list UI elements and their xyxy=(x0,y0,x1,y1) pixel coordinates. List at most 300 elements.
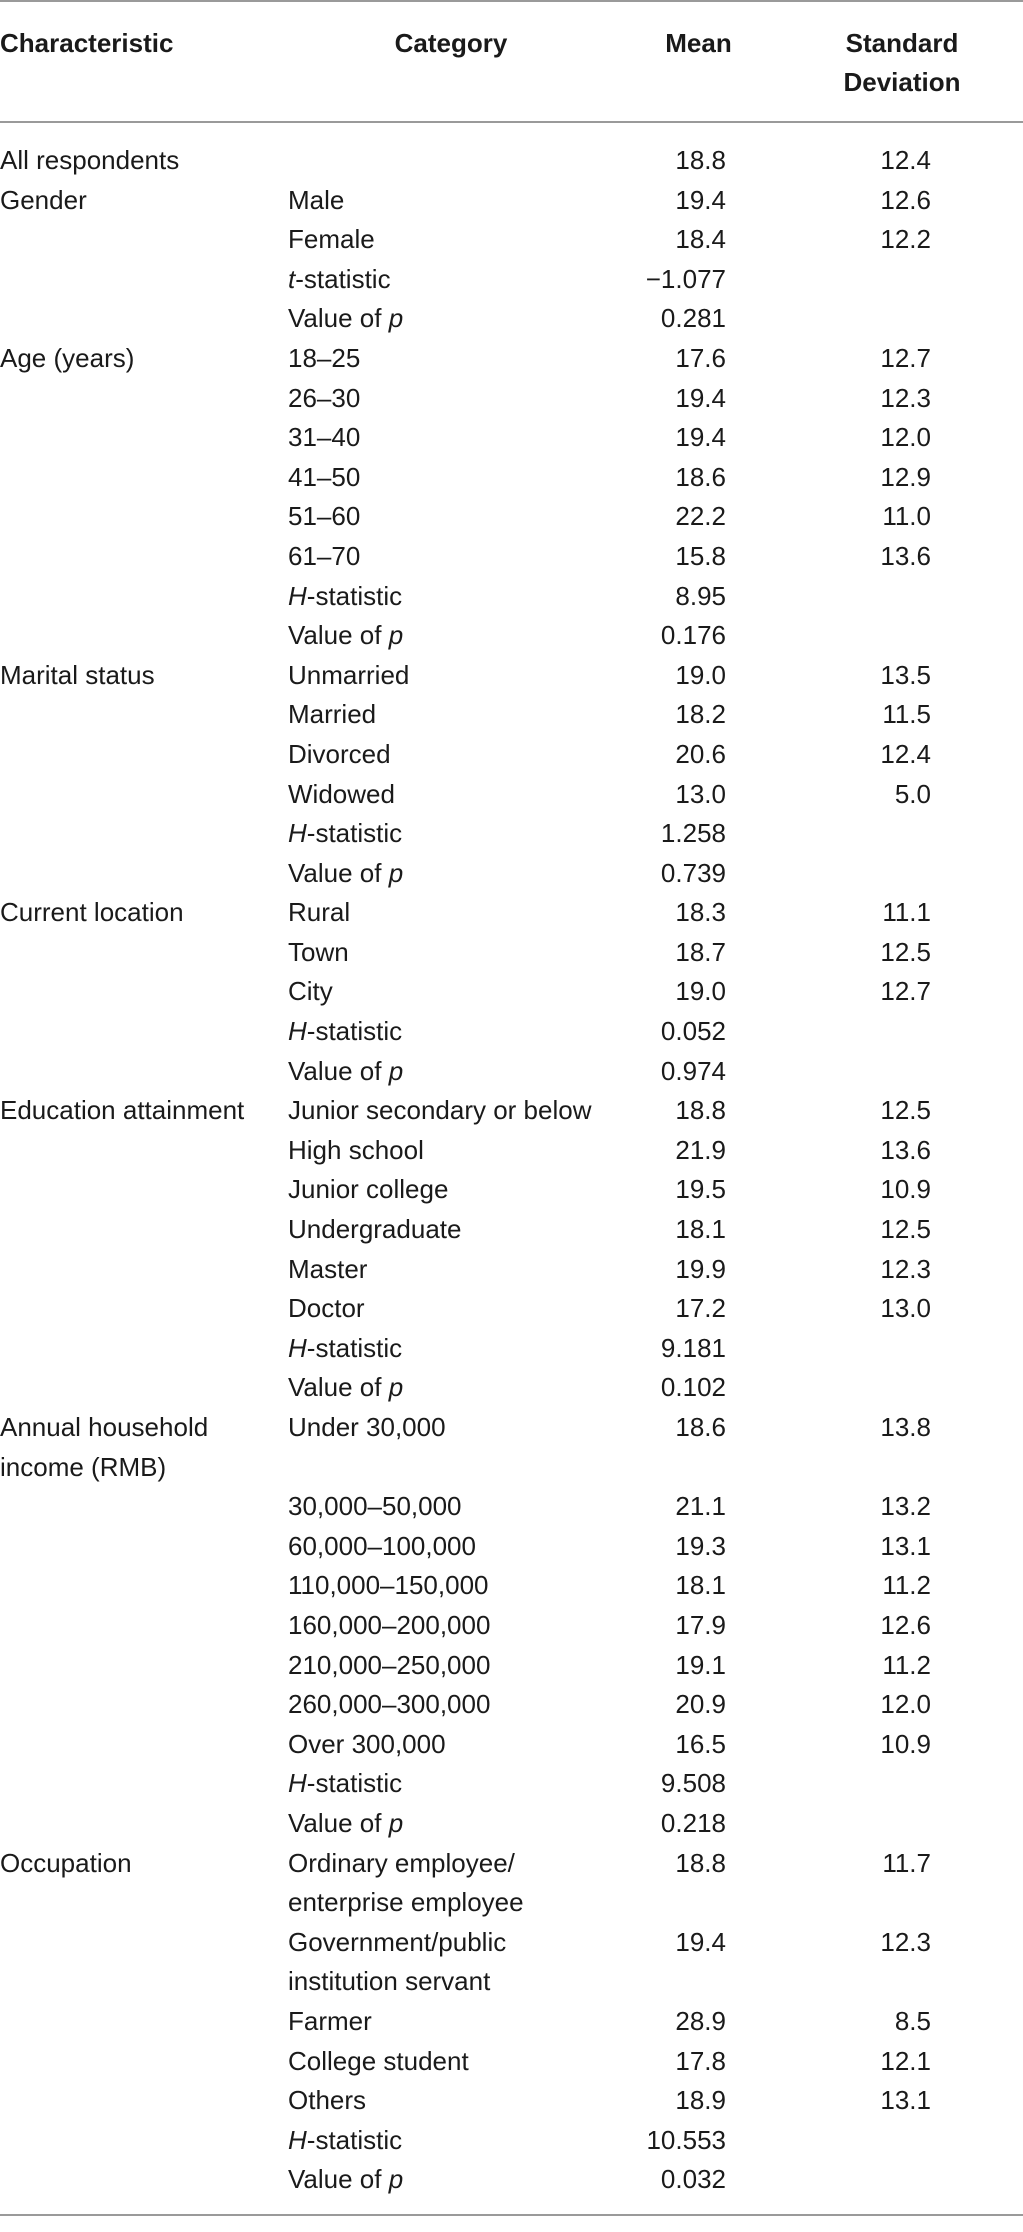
table-row xyxy=(0,1685,1023,1725)
cell-mean: 18.8 xyxy=(675,1095,726,1126)
cell-mean-container xyxy=(616,1131,781,1171)
cell-mean: 8.95 xyxy=(675,580,726,611)
cell-mean: 1.258 xyxy=(660,818,726,849)
cell-mean-container xyxy=(616,1646,781,1686)
cell-category: Town xyxy=(288,936,349,967)
cell-mean-container xyxy=(616,497,781,537)
cell-category: Widowed xyxy=(288,778,395,809)
cell-sd: 13.5 xyxy=(880,659,931,690)
cell-sd xyxy=(781,854,1023,894)
cell-category: H-statistic xyxy=(288,1332,403,1363)
header-standard-deviation xyxy=(781,1,1023,122)
cell-sd: 11.2 xyxy=(882,1570,931,1601)
cell-mean-container xyxy=(616,933,781,973)
cell-characteristic xyxy=(0,933,286,973)
cell-mean-container xyxy=(616,1250,781,1290)
cell-sd: 5.0 xyxy=(894,778,931,809)
cell-category: Undergraduate xyxy=(288,1214,462,1245)
cell-characteristic: Current location xyxy=(0,897,184,928)
cell-characteristic: Occupation xyxy=(0,1847,132,1878)
table-row xyxy=(0,299,1023,339)
cell-sd: 10.9 xyxy=(880,1728,931,1759)
cell-category: Divorced xyxy=(288,738,391,769)
cell-category: Unmarried xyxy=(288,659,410,690)
cell-mean-container xyxy=(616,1804,781,1844)
cell-mean: 19.0 xyxy=(675,976,726,1007)
cell-mean-container xyxy=(616,1923,781,2002)
cell-category: Value of p xyxy=(288,620,404,651)
cell-sd: 12.7 xyxy=(880,976,931,1007)
cell-category: 41–50 xyxy=(288,461,361,492)
table-row xyxy=(0,1527,1023,1567)
cell-category: Value of p xyxy=(288,1372,404,1403)
cell-mean: 17.8 xyxy=(675,2045,726,2076)
cell-mean: 18.4 xyxy=(675,224,726,255)
cell-characteristic xyxy=(0,418,286,458)
cell-mean-container xyxy=(616,1408,781,1487)
table-row xyxy=(0,1487,1023,1527)
cell-mean-container xyxy=(616,299,781,339)
table-row xyxy=(0,1289,1023,1329)
cell-characteristic xyxy=(0,1685,286,1725)
cell-mean: 20.6 xyxy=(675,738,726,769)
cell-characteristic xyxy=(0,1487,286,1527)
cell-mean: 18.3 xyxy=(675,897,726,928)
cell-mean: 22.2 xyxy=(675,501,726,532)
cell-mean: 0.281 xyxy=(660,303,726,334)
cell-mean: 19.1 xyxy=(675,1649,726,1680)
cell-sd: 12.5 xyxy=(880,936,931,967)
cell-characteristic xyxy=(0,2042,286,2082)
cell-mean: 19.3 xyxy=(675,1530,726,1561)
cell-sd: 11.0 xyxy=(882,501,931,532)
table-row xyxy=(0,260,1023,300)
cell-sd: 11.1 xyxy=(882,897,931,928)
table-row xyxy=(0,1725,1023,1765)
cell-mean-container xyxy=(616,1725,781,1765)
cell-characteristic xyxy=(0,1923,286,2002)
cell-category: Value of p xyxy=(288,1055,404,1086)
cell-sd: 12.9 xyxy=(880,461,931,492)
cell-sd: 8.5 xyxy=(894,2005,931,2036)
table-row xyxy=(0,2121,1023,2161)
table-body xyxy=(0,122,1023,2215)
cell-mean-container xyxy=(616,339,781,379)
cell-mean: 19.4 xyxy=(675,184,726,215)
table-row xyxy=(0,1764,1023,1804)
cell-mean: 19.5 xyxy=(675,1174,726,1205)
cell-mean-container xyxy=(616,1052,781,1092)
cell-mean-container xyxy=(616,1091,781,1131)
cell-category: High school xyxy=(288,1134,424,1165)
cell-category: 60,000–100,000 xyxy=(288,1530,476,1561)
table-row xyxy=(0,656,1023,696)
cell-mean-container xyxy=(616,577,781,617)
cell-mean-container xyxy=(616,735,781,775)
cell-mean-container xyxy=(616,656,781,696)
cell-mean-container xyxy=(616,1329,781,1369)
cell-sd: 12.0 xyxy=(880,422,931,453)
cell-characteristic xyxy=(0,1289,286,1329)
cell-sd xyxy=(781,2121,1023,2161)
cell-characteristic xyxy=(0,1764,286,1804)
cell-category: Government/public institution servant xyxy=(288,1926,507,1997)
table-row xyxy=(0,497,1023,537)
cell-category: City xyxy=(288,976,333,1007)
table-row xyxy=(0,775,1023,815)
cell-mean-container xyxy=(616,1606,781,1646)
table-row xyxy=(0,2042,1023,2082)
cell-characteristic xyxy=(0,1804,286,1844)
cell-mean: 18.1 xyxy=(675,1570,726,1601)
cell-mean: 18.7 xyxy=(675,936,726,967)
cell-category: 160,000–200,000 xyxy=(288,1609,491,1640)
cell-sd: 12.3 xyxy=(880,382,931,413)
table-row xyxy=(0,1210,1023,1250)
header-characteristic: Characteristic xyxy=(0,1,286,122)
cell-category: Over 300,000 xyxy=(288,1728,446,1759)
table-row xyxy=(0,220,1023,260)
cell-mean-container xyxy=(616,1487,781,1527)
cell-sd: 12.7 xyxy=(880,342,931,373)
cell-category: Under 30,000 xyxy=(288,1412,446,1442)
cell-category: Junior college xyxy=(288,1174,449,1205)
cell-mean-container xyxy=(616,1289,781,1329)
cell-mean: 17.2 xyxy=(675,1293,726,1324)
cell-characteristic xyxy=(0,1606,286,1646)
cell-category: 26–30 xyxy=(288,382,361,413)
cell-mean: 19.4 xyxy=(675,382,726,413)
cell-category: 18–25 xyxy=(288,342,361,373)
cell-sd: 12.5 xyxy=(880,1214,931,1245)
cell-sd xyxy=(781,577,1023,617)
cell-mean: 9.508 xyxy=(660,1768,726,1799)
cell-mean: 18.6 xyxy=(675,1412,726,1442)
cell-category: H-statistic xyxy=(288,2124,403,2155)
cell-category: 210,000–250,000 xyxy=(288,1649,491,1680)
table-row xyxy=(0,1408,1023,1487)
cell-sd: 10.9 xyxy=(880,1174,931,1205)
cell-sd: 12.1 xyxy=(880,2045,931,2076)
cell-mean-container xyxy=(616,181,781,221)
table-row xyxy=(0,695,1023,735)
cell-mean: 28.9 xyxy=(675,2005,726,2036)
cell-characteristic xyxy=(0,2121,286,2161)
table-row xyxy=(0,458,1023,498)
cell-mean: 19.9 xyxy=(675,1253,726,1284)
cell-mean-container xyxy=(616,1566,781,1606)
table-row xyxy=(0,1131,1023,1171)
cell-sd: 12.6 xyxy=(880,1609,931,1640)
table-row xyxy=(0,1566,1023,1606)
cell-category: Married xyxy=(288,699,377,730)
table-row xyxy=(0,735,1023,775)
cell-mean: 10.553 xyxy=(646,2124,726,2155)
cell-category: Doctor xyxy=(288,1293,365,1324)
cell-mean: 0.739 xyxy=(660,857,726,888)
cell-mean: 0.052 xyxy=(660,1016,726,1047)
cell-characteristic xyxy=(0,2002,286,2042)
cell-characteristic xyxy=(0,2160,286,2215)
cell-characteristic: Annual household income (RMB) xyxy=(0,1412,209,1482)
cell-sd: 13.6 xyxy=(880,1134,931,1165)
cell-category: Master xyxy=(288,1253,368,1284)
cell-mean: 17.6 xyxy=(675,342,726,373)
header-mean: Mean xyxy=(616,1,781,122)
cell-characteristic: All respondents xyxy=(0,145,180,175)
cell-mean-container xyxy=(616,1764,781,1804)
table-row xyxy=(0,1012,1023,1052)
cell-category: H-statistic xyxy=(288,1768,403,1799)
table-row xyxy=(0,1368,1023,1408)
table-row xyxy=(0,1923,1023,2002)
cell-sd xyxy=(781,616,1023,656)
cell-mean-container xyxy=(616,2160,781,2215)
header-sd-line2: Deviation xyxy=(843,67,961,97)
cell-characteristic xyxy=(0,735,286,775)
cell-category: 51–60 xyxy=(288,501,361,532)
cell-category: t-statistic xyxy=(288,263,391,294)
cell-mean: 19.0 xyxy=(675,659,726,690)
cell-characteristic xyxy=(0,616,286,656)
cell-sd: 12.6 xyxy=(880,184,931,215)
cell-characteristic xyxy=(0,854,286,894)
cell-characteristic xyxy=(0,2081,286,2121)
cell-characteristic xyxy=(0,1131,286,1171)
cell-characteristic: Gender xyxy=(0,184,87,215)
cell-sd: 12.3 xyxy=(880,1926,931,1957)
cell-sd: 13.1 xyxy=(880,1530,931,1561)
cell-characteristic xyxy=(0,1329,286,1369)
cell-mean-container xyxy=(616,695,781,735)
cell-characteristic xyxy=(0,497,286,537)
cell-category: H-statistic xyxy=(288,1016,403,1047)
cell-category: H-statistic xyxy=(288,580,403,611)
cell-mean: 21.1 xyxy=(675,1491,726,1522)
table-row xyxy=(0,2160,1023,2215)
table-row xyxy=(0,537,1023,577)
cell-category: College student xyxy=(288,2045,469,2076)
cell-characteristic xyxy=(0,260,286,300)
cell-characteristic xyxy=(0,299,286,339)
cell-mean: 16.5 xyxy=(675,1728,726,1759)
table-row xyxy=(0,1646,1023,1686)
table-row xyxy=(0,814,1023,854)
table-row xyxy=(0,1250,1023,1290)
cell-mean: 19.4 xyxy=(675,1926,726,1957)
table-row xyxy=(0,2002,1023,2042)
cell-sd xyxy=(781,1764,1023,1804)
cell-mean-container xyxy=(616,814,781,854)
cell-mean-container xyxy=(616,1170,781,1210)
cell-sd xyxy=(781,1052,1023,1092)
table-header xyxy=(0,1,1023,122)
cell-mean: 0.032 xyxy=(660,2164,726,2195)
cell-category: 61–70 xyxy=(288,540,361,571)
cell-mean-container xyxy=(616,1210,781,1250)
cell-mean: 21.9 xyxy=(675,1134,726,1165)
cell-mean-container xyxy=(616,1685,781,1725)
cell-mean: 0.176 xyxy=(660,620,726,651)
cell-sd xyxy=(781,2160,1023,2215)
table-row xyxy=(0,1329,1023,1369)
table-row xyxy=(0,1606,1023,1646)
cell-mean: 19.4 xyxy=(675,422,726,453)
cell-mean-container xyxy=(616,537,781,577)
cell-mean-container xyxy=(616,379,781,419)
cell-mean: 15.8 xyxy=(675,540,726,571)
cell-characteristic: Age (years) xyxy=(0,342,135,373)
cell-mean-container xyxy=(616,2042,781,2082)
table-row xyxy=(0,2081,1023,2121)
table-row xyxy=(0,339,1023,379)
cell-characteristic xyxy=(0,1170,286,1210)
cell-sd: 13.6 xyxy=(880,540,931,571)
cell-mean-container xyxy=(616,260,781,300)
cell-mean: 0.974 xyxy=(660,1055,726,1086)
cell-category: Value of p xyxy=(288,303,404,334)
cell-characteristic xyxy=(0,1368,286,1408)
cell-category: Others xyxy=(288,2085,367,2116)
cell-sd xyxy=(781,1804,1023,1844)
cell-characteristic xyxy=(0,1052,286,1092)
cell-category: 110,000–150,000 xyxy=(288,1570,489,1601)
table-row xyxy=(0,418,1023,458)
cell-mean-container xyxy=(616,418,781,458)
cell-category: Female xyxy=(288,224,375,255)
cell-mean-container xyxy=(616,2121,781,2161)
cell-characteristic xyxy=(0,220,286,260)
cell-sd: 11.2 xyxy=(882,1649,931,1680)
cell-category: Junior secondary or below xyxy=(288,1095,592,1126)
cell-mean-container xyxy=(616,616,781,656)
table-row xyxy=(0,854,1023,894)
cell-category xyxy=(286,122,616,181)
cell-mean: 18.2 xyxy=(675,699,726,730)
cell-sd: 13.2 xyxy=(880,1491,931,1522)
table-row xyxy=(0,1052,1023,1092)
cell-characteristic xyxy=(0,1725,286,1765)
cell-mean-container xyxy=(616,1844,781,1923)
cell-mean-container xyxy=(616,220,781,260)
cell-sd xyxy=(781,1012,1023,1052)
cell-mean-container xyxy=(616,854,781,894)
cell-sd: 13.1 xyxy=(880,2085,931,2116)
cell-category: Ordinary employee/ enterprise employee xyxy=(288,1847,524,1918)
cell-sd: 12.4 xyxy=(880,738,931,769)
table-row xyxy=(0,972,1023,1012)
cell-mean: 18.9 xyxy=(675,2085,726,2116)
table-row xyxy=(0,1844,1023,1923)
cell-characteristic xyxy=(0,972,286,1012)
cell-mean: 18.8 xyxy=(675,145,726,175)
cell-mean-container xyxy=(616,458,781,498)
cell-characteristic xyxy=(0,1210,286,1250)
table-row xyxy=(0,616,1023,656)
cell-characteristic xyxy=(0,537,286,577)
table-row xyxy=(0,577,1023,617)
cell-category: Value of p xyxy=(288,1807,404,1838)
cell-sd: 12.3 xyxy=(880,1253,931,1284)
cell-sd xyxy=(781,1368,1023,1408)
table-row xyxy=(0,893,1023,933)
cell-characteristic xyxy=(0,379,286,419)
cell-mean: 18.8 xyxy=(675,1847,726,1878)
cell-mean: 9.181 xyxy=(660,1332,726,1363)
cell-mean: 17.9 xyxy=(675,1609,726,1640)
cell-characteristic xyxy=(0,577,286,617)
cell-mean-container xyxy=(616,1012,781,1052)
cell-characteristic xyxy=(0,814,286,854)
cell-sd: 13.0 xyxy=(880,1293,931,1324)
header-category: Category xyxy=(286,1,616,122)
cell-sd xyxy=(781,1329,1023,1369)
cell-category: Farmer xyxy=(288,2005,372,2036)
cell-mean: 18.1 xyxy=(675,1214,726,1245)
table-row xyxy=(0,1091,1023,1131)
table-row xyxy=(0,1170,1023,1210)
cell-characteristic xyxy=(0,1250,286,1290)
cell-category: 260,000–300,000 xyxy=(288,1689,491,1720)
cell-sd xyxy=(781,260,1023,300)
cell-characteristic xyxy=(0,1646,286,1686)
table-row xyxy=(0,122,1023,181)
table-row xyxy=(0,1804,1023,1844)
cell-category: H-statistic xyxy=(288,818,403,849)
cell-characteristic xyxy=(0,695,286,735)
cell-mean-container xyxy=(616,775,781,815)
cell-characteristic xyxy=(0,1566,286,1606)
cell-mean: −1.077 xyxy=(645,263,726,294)
cell-category: Value of p xyxy=(286,2160,616,2215)
cell-characteristic xyxy=(0,1012,286,1052)
table-row xyxy=(0,933,1023,973)
cell-sd: 12.0 xyxy=(880,1689,931,1720)
cell-category: Male xyxy=(288,184,345,215)
cell-mean-container xyxy=(616,972,781,1012)
cell-category: Rural xyxy=(288,897,351,928)
cell-characteristic xyxy=(0,775,286,815)
cell-characteristic xyxy=(0,458,286,498)
cell-sd: 12.5 xyxy=(880,1095,931,1126)
cell-sd: 12.4 xyxy=(880,145,931,175)
table-row xyxy=(0,379,1023,419)
cell-category: 31–40 xyxy=(288,422,361,453)
cell-category: 30,000–50,000 xyxy=(288,1491,462,1522)
cell-mean-container xyxy=(616,2081,781,2121)
cell-sd: 13.8 xyxy=(880,1412,931,1442)
cell-mean-container xyxy=(616,893,781,933)
cell-category: Value of p xyxy=(288,857,404,888)
cell-sd: 11.5 xyxy=(882,699,931,730)
cell-mean: 0.218 xyxy=(660,1807,726,1838)
cell-mean: 0.102 xyxy=(660,1372,726,1403)
cell-mean: 18.6 xyxy=(675,461,726,492)
cell-sd xyxy=(781,299,1023,339)
table-row xyxy=(0,181,1023,221)
cell-characteristic: Marital status xyxy=(0,659,155,690)
cell-mean-container xyxy=(616,1368,781,1408)
cell-mean: 13.0 xyxy=(675,778,726,809)
cell-sd: 11.7 xyxy=(882,1847,931,1878)
header-sd-line1: Standard xyxy=(845,28,959,58)
cell-mean-container xyxy=(616,2002,781,2042)
cell-sd xyxy=(781,814,1023,854)
cell-characteristic xyxy=(0,1527,286,1567)
cell-mean-container xyxy=(616,1527,781,1567)
cell-mean-container xyxy=(616,122,781,181)
cell-sd: 12.2 xyxy=(880,224,931,255)
